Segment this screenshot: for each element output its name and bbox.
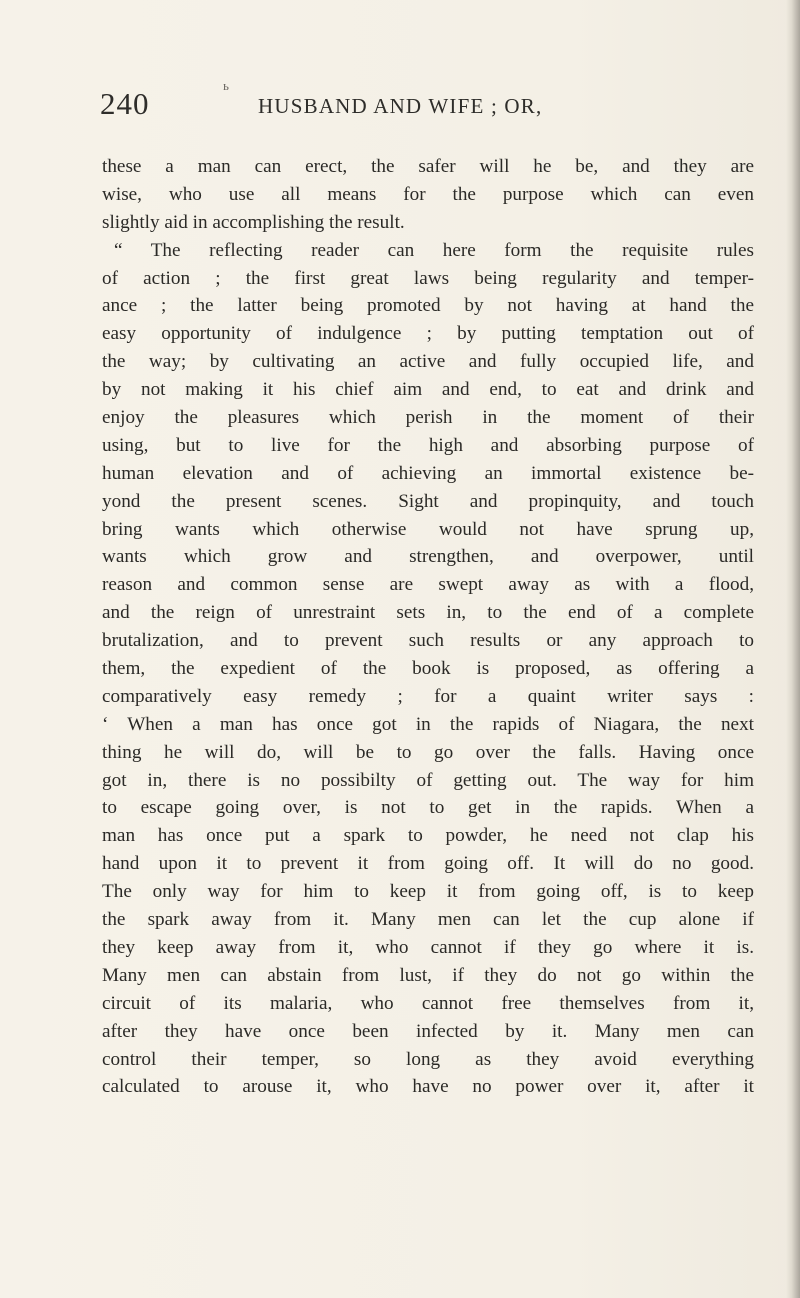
text-line: to escape going over, is not to get in the rapids. When a [102, 797, 754, 819]
text-line: ance ; the latter being promoted by not having at hand the [102, 295, 754, 317]
page-edge-shadow [786, 0, 800, 1298]
text-line: slightly aid in accomplishing the result. [102, 211, 405, 233]
text-line: wants which grow and strengthen, and overpower, until [102, 546, 754, 568]
text-line: wise, who use all means for the purpose which can even [102, 183, 754, 205]
text-line: Many men can abstain from lust, if they do not go within the [102, 964, 754, 986]
text-line: by not making it his chief aim and end, to eat and drink and [102, 379, 754, 401]
text-line: “ The reflecting reader can here form the requisite rules [114, 239, 754, 261]
text-line: the way; by cultivating an active and fully occupied life, and [102, 351, 754, 373]
text-line: after they have once been infected by it. Many men can [102, 1020, 754, 1042]
text-line: man has once put a spark to powder, he need not clap his [102, 825, 754, 847]
text-line: enjoy the pleasures which perish in the moment of their [102, 407, 754, 429]
text-line: thing he will do, will be to go over the falls. Having once [102, 741, 754, 763]
text-line: ‘ When a man has once got in the rapids of Niagara, the next [102, 713, 754, 735]
text-line: yond the present scenes. Sight and propinquity, and touch [102, 490, 754, 512]
text-line: bring wants which otherwise would not have sprung up, [102, 518, 754, 540]
page-number: 240 [100, 86, 150, 121]
text-line: reason and common sense are swept away as with a flood, [102, 574, 754, 596]
text-line: brutalization, and to prevent such results or any approach to [102, 630, 754, 652]
text-line: The only way for him to keep it from going off, is to keep [102, 881, 754, 903]
text-line: these a man can erect, the safer will he be, and they are [102, 156, 754, 177]
running-title: HUSBAND AND WIFE ; OR, [258, 94, 543, 118]
text-line: calculated to arouse it, who have no power over it, after it [102, 1076, 754, 1098]
text-line: circuit of its malaria, who cannot free themselves from it, [102, 992, 754, 1014]
text-line: easy opportunity of indulgence ; by putting temptation out of [102, 323, 754, 345]
text-line: control their temper, so long as they avoid everything [102, 1048, 754, 1070]
stray-ink-mark: ь [223, 78, 229, 93]
text-line: hand upon it to prevent it from going off. It will do no good. [102, 853, 754, 875]
text-line: got in, there is no possibilty of getting out. The way for him [102, 769, 754, 791]
text-line: the spark away from it. Many men can let the cup alone if [102, 909, 754, 931]
text-line: using, but to live for the high and absorbing purpose of [102, 434, 754, 456]
text-line: them, the expedient of the book is proposed, as offering a [102, 658, 754, 680]
text-line: comparatively easy remedy ; for a quaint writer says : [102, 685, 754, 707]
text-line: human elevation and of achieving an immortal existence be- [102, 462, 754, 484]
text-line: they keep away from it, who cannot if they go where it is. [102, 936, 754, 958]
body-text [102, 153, 754, 1101]
running-head [0, 86, 800, 126]
text-line: of action ; the first great laws being regularity and temper- [102, 267, 754, 289]
text-line: and the reign of unrestraint sets in, to the end of a complete [102, 602, 754, 624]
